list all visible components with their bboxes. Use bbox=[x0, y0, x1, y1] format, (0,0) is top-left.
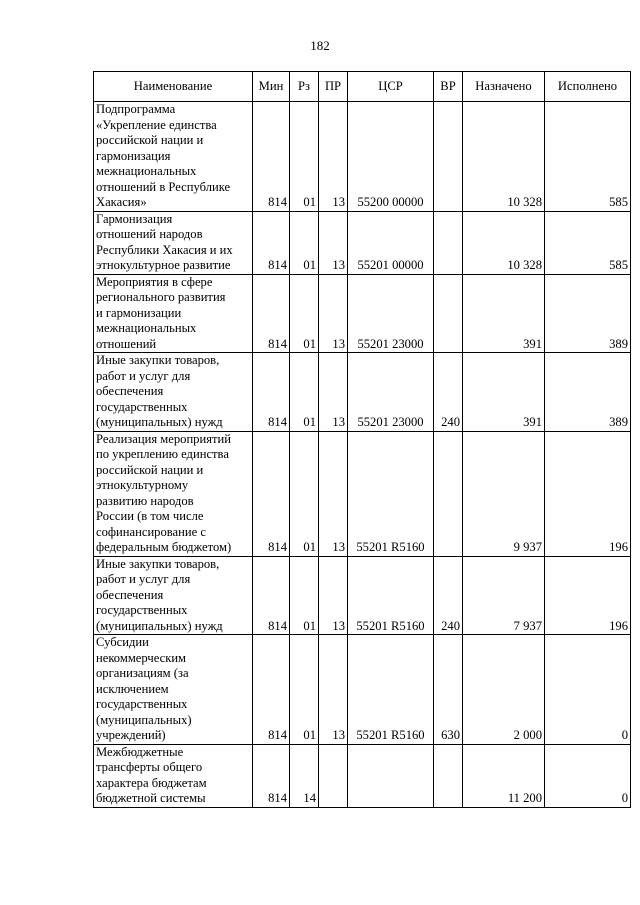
header-executed: Исполнено bbox=[545, 72, 631, 102]
row-pr: 13 bbox=[319, 274, 348, 353]
table-header-row bbox=[94, 72, 631, 102]
row-pr bbox=[319, 744, 348, 807]
table-row bbox=[94, 744, 631, 807]
row-name: Реализация мероприятий по укреплению единства российской нации и этнокультурному развитию народов России (в том числе софинансирование с федеральным бюджетом) bbox=[94, 431, 253, 556]
row-assigned: 391 bbox=[463, 353, 545, 432]
row-rz: 01 bbox=[290, 211, 319, 274]
row-min: 814 bbox=[253, 556, 290, 635]
table-row bbox=[94, 556, 631, 635]
page-number: 182 bbox=[310, 38, 330, 53]
row-pr: 13 bbox=[319, 211, 348, 274]
header-rz: Рз bbox=[290, 72, 319, 102]
row-vr bbox=[434, 744, 463, 807]
row-executed: 196 bbox=[545, 556, 631, 635]
row-assigned: 10 328 bbox=[463, 102, 545, 212]
row-csr bbox=[348, 744, 434, 807]
row-min: 814 bbox=[253, 635, 290, 745]
row-csr: 55201 23000 bbox=[348, 353, 434, 432]
row-name: Межбюджетные трансферты общего характера бюджетам бюджетной системы bbox=[94, 744, 253, 807]
row-rz: 01 bbox=[290, 635, 319, 745]
row-vr: 240 bbox=[434, 556, 463, 635]
row-rz: 01 bbox=[290, 102, 319, 212]
row-rz: 01 bbox=[290, 431, 319, 556]
row-rz: 14 bbox=[290, 744, 319, 807]
row-vr: 240 bbox=[434, 353, 463, 432]
row-pr: 13 bbox=[319, 102, 348, 212]
row-pr: 13 bbox=[319, 556, 348, 635]
row-min: 814 bbox=[253, 211, 290, 274]
row-csr: 55200 00000 bbox=[348, 102, 434, 212]
header-pr: ПР bbox=[319, 72, 348, 102]
row-name: Иные закупки товаров, работ и услуг для обеспечения государственных (муниципальных) нужд bbox=[94, 556, 253, 635]
row-csr: 55201 R5160 bbox=[348, 431, 434, 556]
row-csr: 55201 R5160 bbox=[348, 635, 434, 745]
row-min: 814 bbox=[253, 274, 290, 353]
header-min: Мин bbox=[253, 72, 290, 102]
row-name: Гармонизация отношений народов Республики Хакасия и их этнокультурное развитие bbox=[94, 211, 253, 274]
header-assigned: Назначено bbox=[463, 72, 545, 102]
row-assigned: 7 937 bbox=[463, 556, 545, 635]
row-executed: 585 bbox=[545, 211, 631, 274]
row-pr: 13 bbox=[319, 635, 348, 745]
row-assigned: 391 bbox=[463, 274, 545, 353]
row-min: 814 bbox=[253, 353, 290, 432]
row-csr: 55201 R5160 bbox=[348, 556, 434, 635]
row-vr bbox=[434, 431, 463, 556]
row-vr bbox=[434, 102, 463, 212]
row-executed: 585 bbox=[545, 102, 631, 212]
row-name: Мероприятия в сфере регионального развития и гармонизации межнациональных отношений bbox=[94, 274, 253, 353]
row-name: Подпрограмма «Укрепление единства российской нации и гармонизация межнациональных отношений в Республике Хакасия» bbox=[94, 102, 253, 212]
row-vr bbox=[434, 274, 463, 353]
row-vr bbox=[434, 211, 463, 274]
row-pr: 13 bbox=[319, 431, 348, 556]
row-executed: 196 bbox=[545, 431, 631, 556]
header-csr: ЦСР bbox=[348, 72, 434, 102]
row-pr: 13 bbox=[319, 353, 348, 432]
table-row bbox=[94, 431, 631, 556]
row-csr: 55201 00000 bbox=[348, 211, 434, 274]
header-name: Наименование bbox=[94, 72, 253, 102]
table-row bbox=[94, 274, 631, 353]
row-rz: 01 bbox=[290, 556, 319, 635]
row-assigned: 11 200 bbox=[463, 744, 545, 807]
row-executed: 389 bbox=[545, 353, 631, 432]
header-vr: ВР bbox=[434, 72, 463, 102]
row-executed: 0 bbox=[545, 744, 631, 807]
row-min: 814 bbox=[253, 431, 290, 556]
row-rz: 01 bbox=[290, 353, 319, 432]
row-executed: 0 bbox=[545, 635, 631, 745]
table-row bbox=[94, 635, 631, 745]
budget-table bbox=[93, 71, 631, 808]
table-row bbox=[94, 102, 631, 212]
row-assigned: 2 000 bbox=[463, 635, 545, 745]
table-row bbox=[94, 353, 631, 432]
row-name: Иные закупки товаров, работ и услуг для обеспечения государственных (муниципальных) нужд bbox=[94, 353, 253, 432]
row-executed: 389 bbox=[545, 274, 631, 353]
row-name: Субсидии некоммерческим организациям (за исключением государственных (муниципальных) учреждений) bbox=[94, 635, 253, 745]
table-row bbox=[94, 211, 631, 274]
row-vr: 630 bbox=[434, 635, 463, 745]
row-min: 814 bbox=[253, 102, 290, 212]
row-min: 814 bbox=[253, 744, 290, 807]
row-assigned: 9 937 bbox=[463, 431, 545, 556]
row-assigned: 10 328 bbox=[463, 211, 545, 274]
row-csr: 55201 23000 bbox=[348, 274, 434, 353]
row-rz: 01 bbox=[290, 274, 319, 353]
